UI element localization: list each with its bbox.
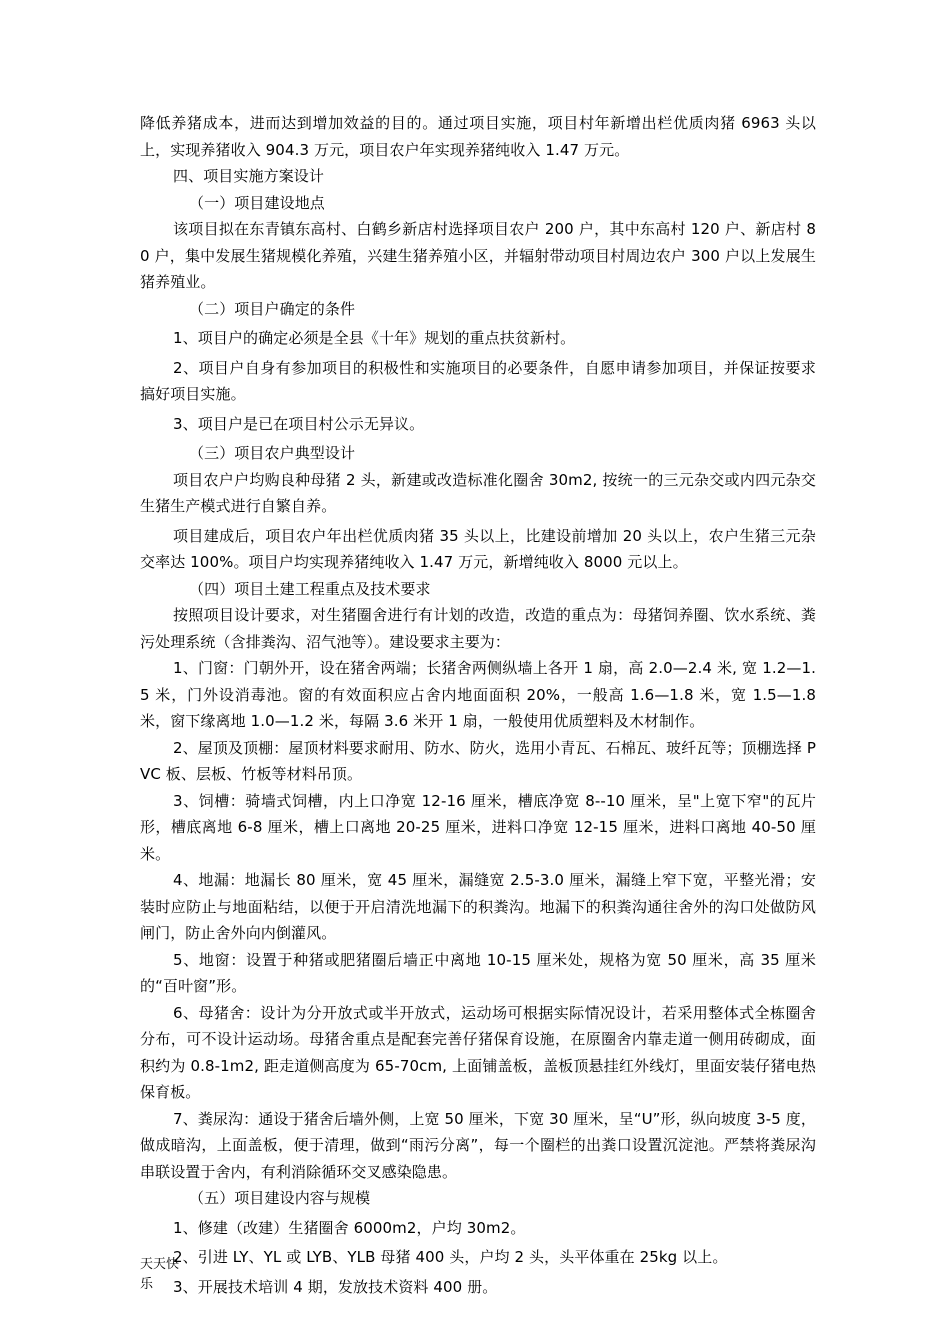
subsection-heading-1: （一）项目建设地点: [189, 193, 325, 212]
list-item-sow-house: 6、母猪舍：设计为分开放式或半开放式，运动场可根据实际情况设计，若采用整体式全栋圈舍分布，可不设计运动场。母猪舍重点是配套完善仔猪保育设施，在原圈舍内靠走道一侧用砖砌成，面积约为 0.8-1m2, 距走道侧高度为 65-70cm, 上面铺盖板，盖板顶悬挂红外线灯，里面安装仔猪电热保育板。: [140, 1003, 816, 1101]
paragraph-design-2: 项目建成后，项目农户年出栏优质肉猪 35 头以上，比建设前增加 20 头以上，农户生猪三元杂交率达 100%。项目户均实现养猪纯收入 1.47 万元，新增纯收入 8000 元以上。: [140, 526, 816, 571]
list-item-roof: 2、屋顶及顶棚：屋顶材料要求耐用、防水、防火，选用小青瓦、石棉瓦、玻纤瓦等；顶棚选择 PVC 板、层板、竹板等材料吊顶。: [140, 738, 816, 783]
list-item-trough: 3、饲槽：骑墙式饲槽，内上口净宽 12-16 厘米，槽底净宽 8--10 厘米，呈"上宽下窄"的瓦片形，槽底离地 6-8 厘米，槽上口离地 20-25 厘米，进料口净宽 12-15 厘米，进料口离地 40-50 厘米。: [140, 791, 816, 863]
document-body: [140, 110, 816, 1300]
list-item-scale-3: 3、开展技术培训 4 期，发放技术资料 400 册。: [173, 1277, 498, 1296]
list-item-scale-2: 2、引进 LY、YL 或 LYB、YLB 母猪 400 头，户均 2 头，头平体重在 25kg 以上。: [173, 1248, 728, 1266]
list-item-floor-window: 5、地窗：设置于种猪或肥猪圈后墙正中离地 10-15 厘米处，规格为宽 50 厘米，高 35 厘米的“百叶窗”形。: [140, 950, 816, 995]
paragraph-location: 该项目拟在东青镇东高村、白鹤乡新店村选择项目农户 200 户，其中东高村 120 户、新店村 80 户，集中发展生猪规模化养殖，兴建生猪养殖小区，并辐射带动项目村周边农户 300 户以上发展生猪养殖业。: [140, 220, 816, 291]
subsection-heading-4: （四）项目土建工程重点及技术要求: [189, 579, 431, 598]
subsection-heading-2: （二）项目户确定的条件: [189, 299, 356, 318]
subsection-heading-3: （三）项目农户典型设计: [189, 444, 356, 462]
list-item-doors-windows: 1、门窗：门朝外开，设在猪舍两端；长猪舍两侧纵墙上各开 1 扇，高 2.0—2.4 米, 宽 1.2—1.5 米，门外设消毒池。窗的有效面积应占舍内地面面积 20%，一般高 1.6—1.8 米，宽 1.5—1.8 米，窗下缘离地 1.0—1.2 米，每隔 3.6 米开 1 扇，一般使用优质塑料及木材制作。: [140, 659, 816, 730]
list-item-scale-1: 1、修建（改建）生猪圈舍 6000m2，户均 30m2。: [173, 1218, 526, 1237]
list-item-condition-1: 1、项目户的确定必须是全县《十年》规划的重点扶贫新村。: [173, 329, 576, 347]
page-footer: 天天快乐: [140, 1257, 180, 1292]
list-item-floor-drain: 4、地漏：地漏长 80 厘米，宽 45 厘米，漏缝宽 2.5-3.0 厘米，漏缝上窄下宽，平整光滑；安装时应防止与地面粘结，以便于开启清洗地漏下的积粪沟。地漏下的积粪沟通往舍外的沟口处做防风闸门，防止舍外向内倒灌风。: [140, 871, 816, 942]
subsection-heading-5: （五）项目建设内容与规模: [189, 1189, 371, 1207]
list-item-condition-3: 3、项目户是已在项目村公示无异议。: [173, 414, 425, 433]
paragraph-intro: 降低养猪成本，进而达到增加效益的目的。通过项目实施，项目村年新增出栏优质肉猪 6963 头以上，实现养猪收入 904.3 万元，项目农户年实现养猪纯收入 1.47 万元。: [140, 114, 816, 159]
list-item-condition-2: 2、项目户自身有参加项目的积极性和实施项目的必要条件，自愿申请参加项目，并保证按要求搞好项目实施。: [140, 358, 816, 403]
paragraph-design-1: 项目农户户均购良种母猪 2 头，新建或改造标准化圈舍 30m2, 按统一的三元杂交或内四元杂交生猪生产模式进行自繁自养。: [140, 470, 816, 515]
section-heading-4: 四、项目实施方案设计: [173, 167, 325, 185]
paragraph-requirements: 按照项目设计要求，对生猪圈舍进行有计划的改造，改造的重点为：母猪饲养圈、饮水系统、粪污处理系统（含排粪沟、沼气池等）。建设要求主要为：: [140, 606, 816, 651]
list-item-manure-ditch: 7、粪尿沟：通设于猪舍后墙外侧，上宽 50 厘米，下宽 30 厘米，呈“U”形，纵向坡度 3-5 度，做成暗沟，上面盖板，便于清理，做到“雨污分离”，每一个圈栏的出粪口设置沉淀池。严禁将粪尿沟串联设置于舍内，有利消除循环交叉感染隐患。: [140, 1109, 816, 1181]
